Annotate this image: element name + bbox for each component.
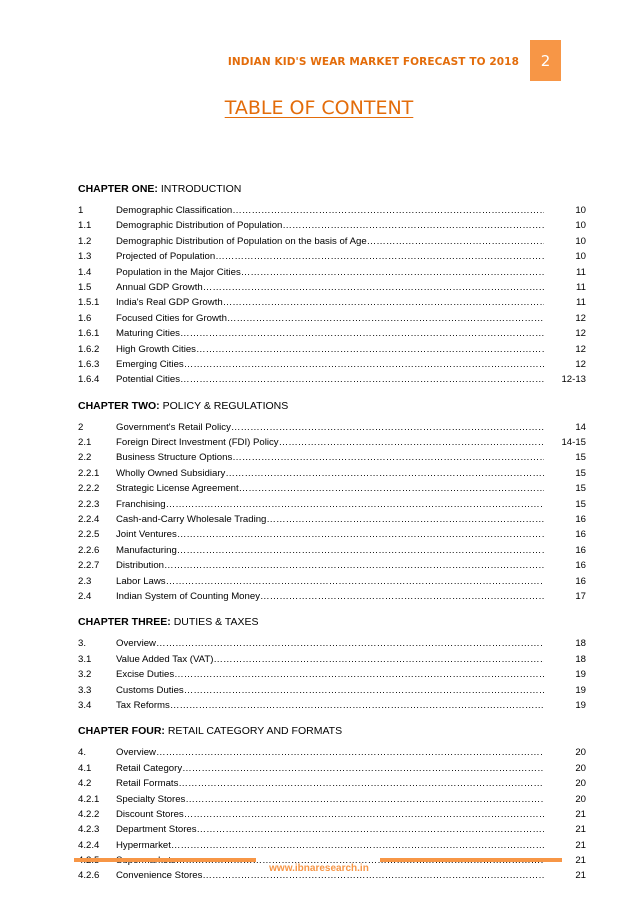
entry-page: 21 <box>575 870 586 882</box>
entry-number: 3.1 <box>78 653 92 665</box>
entry-label: Indian System of Counting Money …………………………………………………………………………………………………………………………………………………… <box>116 589 544 604</box>
entry-label: Labor Laws …………………………………………………………………………………………………………………………………………………… <box>116 574 544 589</box>
entry-number: 4.2 <box>78 778 92 790</box>
entry-label: Focused Cities for Growth …………………………………………………………………………………………………………………………………………………… <box>116 311 544 326</box>
entry-number: 2.2.2 <box>78 483 100 495</box>
toc-entry[interactable] <box>78 652 586 667</box>
footer-url: www.ibnaresearch.in <box>269 863 369 874</box>
entry-label: Strategic License Agreement …………………………………………………………………………………………………………………………………………………… <box>116 481 544 496</box>
entry-page: 20 <box>575 747 586 759</box>
entry-number: 3.4 <box>78 699 92 711</box>
entry-number: 2.2 <box>78 452 92 464</box>
report-title: INDIAN KID'S WEAR MARKET FORECAST TO 2018 <box>227 56 519 68</box>
entry-page: 20 <box>575 778 586 790</box>
toc-entry[interactable] <box>78 280 586 295</box>
entry-number: 3.2 <box>78 669 92 681</box>
entry-page: 11 <box>576 266 586 278</box>
entry-label: Business Structure Options …………………………………………………………………………………………………………………………………………………… <box>116 450 544 465</box>
toc-entry[interactable] <box>78 574 586 589</box>
toc-entry[interactable] <box>78 636 586 651</box>
entry-page: 21 <box>575 808 586 820</box>
toc-entry[interactable] <box>78 450 586 465</box>
entry-number: 1.6.3 <box>78 358 100 370</box>
toc-entry[interactable] <box>78 527 586 542</box>
footer-rule-right <box>380 858 562 862</box>
entry-label: Wholly Owned Subsidiary …………………………………………………………………………………………………………………………………………………… <box>116 466 544 481</box>
entry-page: 15 <box>575 467 586 479</box>
entry-page: 21 <box>575 855 586 867</box>
entry-number: 1 <box>78 205 84 216</box>
entry-number: 3.3 <box>78 684 92 696</box>
entry-page: 16 <box>575 560 586 572</box>
toc-entry[interactable] <box>78 420 586 435</box>
entry-label: Foreign Direct Investment (FDI) Policy …………………………………………………………………………………………………………………………………………………… <box>116 435 544 450</box>
entry-page: 17 <box>575 590 586 602</box>
chapter-section <box>78 182 586 388</box>
entry-label: Cash-and-Carry Wholesale Trading …………………………………………………………………………………………………………………………………………………… <box>116 512 544 527</box>
toc-entry[interactable] <box>78 589 586 604</box>
chapter-heading <box>78 399 586 413</box>
entry-page: 19 <box>575 669 586 681</box>
chapter-heading <box>78 724 586 738</box>
entry-label: Tax Reforms …………………………………………………………………………………………………………………………………………………… <box>116 698 544 713</box>
entry-page: 19 <box>575 684 586 696</box>
chapter-section <box>78 399 586 605</box>
entry-number: 2.3 <box>78 575 92 587</box>
entry-page: 12-13 <box>561 374 586 386</box>
toc-entry[interactable] <box>78 466 586 481</box>
entry-page: 10 <box>575 251 586 263</box>
entry-number: 4. <box>78 747 87 759</box>
chapter-heading <box>78 615 586 629</box>
entry-number: 1.5.1 <box>78 297 100 309</box>
entry-page: 10 <box>575 205 586 216</box>
entry-label: India's Real GDP Growth …………………………………………………………………………………………………………………………………………………… <box>116 295 544 310</box>
toc-entry[interactable] <box>78 776 586 791</box>
entry-label: Specialty Stores …………………………………………………………………………………………………………………………………………………… <box>116 792 544 807</box>
toc-entry[interactable] <box>78 761 586 776</box>
entry-number: 2.2.3 <box>78 498 100 510</box>
entry-number: 4.1 <box>78 762 92 774</box>
entry-label: Maturing Cities …………………………………………………………………………………………………………………………………………………… <box>116 326 544 341</box>
toc-entry[interactable] <box>78 218 586 233</box>
entry-number: 1.1 <box>78 220 92 232</box>
entry-number: 1.2 <box>78 235 92 247</box>
entry-page: 15 <box>575 498 586 510</box>
entry-label: High Growth Cities …………………………………………………………………………………………………………………………………………………… <box>116 342 544 357</box>
toc-entry[interactable] <box>78 558 586 573</box>
entry-page: 12 <box>575 343 586 355</box>
toc-entry[interactable] <box>78 357 586 372</box>
entry-label: Potential Cities …………………………………………………………………………………………………………………………………………………… <box>116 372 544 387</box>
entry-label: Joint Ventures …………………………………………………………………………………………………………………………………………………… <box>116 527 544 542</box>
chapter-prefix: CHAPTER ONE: <box>78 183 158 195</box>
entry-number: 1.5 <box>78 281 92 293</box>
toc-heading <box>0 97 638 119</box>
entry-page: 16 <box>575 575 586 587</box>
entry-page: 16 <box>575 514 586 526</box>
entry-number: 4.2.2 <box>78 808 100 820</box>
entry-label: Hypermarket …………………………………………………………………………………………………………………………………………………… <box>116 838 544 853</box>
toc-entry[interactable] <box>78 249 586 264</box>
toc-entry[interactable] <box>78 435 586 450</box>
chapter-prefix: CHAPTER THREE: <box>78 616 171 629</box>
entry-label: Department Stores …………………………………………………………………………………………………………………………………………………… <box>116 822 544 837</box>
entry-label: Retail Category …………………………………………………………………………………………………………………………………………………… <box>116 761 544 776</box>
entry-number: 1.4 <box>78 266 92 278</box>
entry-number: 3. <box>78 638 87 650</box>
entry-label: Overview …………………………………………………………………………………………………………………………………………………… <box>116 745 544 760</box>
entry-number: 2.1 <box>78 437 92 449</box>
entry-label: Projected of Population …………………………………………………………………………………………………………………………………………………… <box>116 249 544 264</box>
toc-entry[interactable] <box>78 326 586 341</box>
chapter-name: INTRODUCTION <box>160 183 242 195</box>
footer-rule-left <box>74 858 256 862</box>
entry-page: 15 <box>575 452 586 464</box>
entry-page: 15 <box>575 483 586 495</box>
entry-number: 4.2.1 <box>78 793 100 805</box>
entry-number: 2.4 <box>78 590 92 602</box>
entry-label: Annual GDP Growth …………………………………………………………………………………………………………………………………………………… <box>116 280 544 295</box>
toc-entry[interactable] <box>78 311 586 326</box>
entry-label: Discount Stores …………………………………………………………………………………………………………………………………………………… <box>116 807 544 822</box>
entry-label: Overview …………………………………………………………………………………………………………………………………………………… <box>116 636 544 651</box>
entry-page: 10 <box>575 235 586 247</box>
toc-entry[interactable] <box>78 822 586 837</box>
entry-label: Franchising …………………………………………………………………………………………………………………………………………………… <box>116 497 544 512</box>
toc-entry[interactable] <box>78 203 586 218</box>
entry-number: 1.3 <box>78 251 92 263</box>
entry-page: 18 <box>575 638 586 650</box>
chapter-name: DUTIES & TAXES <box>173 616 259 629</box>
toc-entry[interactable] <box>78 497 586 512</box>
toc-entry[interactable] <box>78 838 586 853</box>
entry-page: 11 <box>576 281 586 293</box>
entry-number: 2.2.6 <box>78 544 100 556</box>
toc-entry[interactable] <box>78 372 586 387</box>
chapter-heading <box>78 182 586 196</box>
entry-label: Emerging Cities …………………………………………………………………………………………………………………………………………………… <box>116 357 544 372</box>
entry-page: 12 <box>575 358 586 370</box>
entry-number: 1.6.4 <box>78 374 100 386</box>
entry-page: 16 <box>575 544 586 556</box>
entry-page: 12 <box>575 328 586 340</box>
entry-label: Retail Formats …………………………………………………………………………………………………………………………………………………… <box>116 776 544 791</box>
entry-number: 4.2.6 <box>78 870 100 882</box>
entry-label: Population in the Major Cities …………………………………………………………………………………………………………………………………………………… <box>116 265 544 280</box>
toc-entry[interactable] <box>78 234 586 249</box>
entry-label: Government's Retail Policy …………………………………………………………………………………………………………………………………………………… <box>116 420 544 435</box>
entry-number: 1.6.2 <box>78 343 100 355</box>
entry-number: 2.2.1 <box>78 467 100 479</box>
toc-entry[interactable] <box>78 265 586 280</box>
entry-page: 21 <box>575 824 586 836</box>
toc-entry[interactable] <box>78 667 586 682</box>
entry-page: 16 <box>575 529 586 541</box>
toc-entry[interactable] <box>78 342 586 357</box>
entry-page: 18 <box>575 653 586 665</box>
entry-page: 20 <box>575 793 586 805</box>
entry-label: Demographic Classification …………………………………………………………………………………………………………………………………………………… <box>116 203 544 218</box>
entry-number: 1.6 <box>78 312 92 324</box>
entry-page: 14-15 <box>561 437 586 449</box>
chapter-prefix: CHAPTER FOUR: <box>78 725 165 738</box>
entry-label: Customs Duties …………………………………………………………………………………………………………………………………………………… <box>116 683 544 698</box>
entry-number: 2.2.5 <box>78 529 100 541</box>
entry-label: Excise Duties …………………………………………………………………………………………………………………………………………………… <box>116 667 544 682</box>
toc-heading-text: TABLE OF CONTENT <box>224 97 414 119</box>
toc-entry[interactable] <box>78 807 586 822</box>
toc-entry[interactable] <box>78 792 586 807</box>
chapter-prefix: CHAPTER TWO: <box>78 399 160 412</box>
entry-number: 4.2.4 <box>78 839 100 851</box>
table-of-contents <box>78 182 586 895</box>
entry-label: Convenience Stores …………………………………………………………………………………………………………………………………………………… <box>116 868 544 883</box>
entry-label: Demographic Distribution of Population …………………………………………………………………………………………………………………………………………………… <box>116 218 544 233</box>
toc-entry[interactable] <box>78 745 586 760</box>
toc-entry[interactable] <box>78 295 586 310</box>
entry-label: Demographic Distribution of Population on the basis of Age …………………………………………………………………………………………………………………………………………………… <box>116 234 544 249</box>
entry-number: 4.2.3 <box>78 824 100 836</box>
entry-number: 1.6.1 <box>78 328 100 340</box>
toc-entry[interactable] <box>78 481 586 496</box>
entry-page: 14 <box>575 421 586 433</box>
chapter-name: POLICY & REGULATIONS <box>162 399 289 412</box>
toc-entry[interactable] <box>78 543 586 558</box>
entry-number: 2 <box>78 421 84 433</box>
page-number-badge: 2 <box>530 40 561 81</box>
toc-entry[interactable] <box>78 512 586 527</box>
entry-page: 20 <box>575 762 586 774</box>
entry-page: 12 <box>575 312 586 324</box>
entry-page: 11 <box>576 297 586 309</box>
entry-label: Value Added Tax (VAT) …………………………………………………………………………………………………………………………………………………… <box>116 652 544 667</box>
toc-entry[interactable] <box>78 683 586 698</box>
entry-number: 2.2.7 <box>78 560 100 572</box>
toc-entry[interactable] <box>78 698 586 713</box>
entry-page: 10 <box>575 220 586 232</box>
entry-number: 2.2.4 <box>78 514 100 526</box>
entry-label: Manufacturing …………………………………………………………………………………………………………………………………………………… <box>116 543 544 558</box>
entry-page: 21 <box>575 839 586 851</box>
chapter-section <box>78 615 586 713</box>
entry-page: 19 <box>575 699 586 711</box>
entry-label: Distribution …………………………………………………………………………………………………………………………………………………… <box>116 558 544 573</box>
chapter-name: RETAIL CATEGORY AND FORMATS <box>167 725 343 738</box>
